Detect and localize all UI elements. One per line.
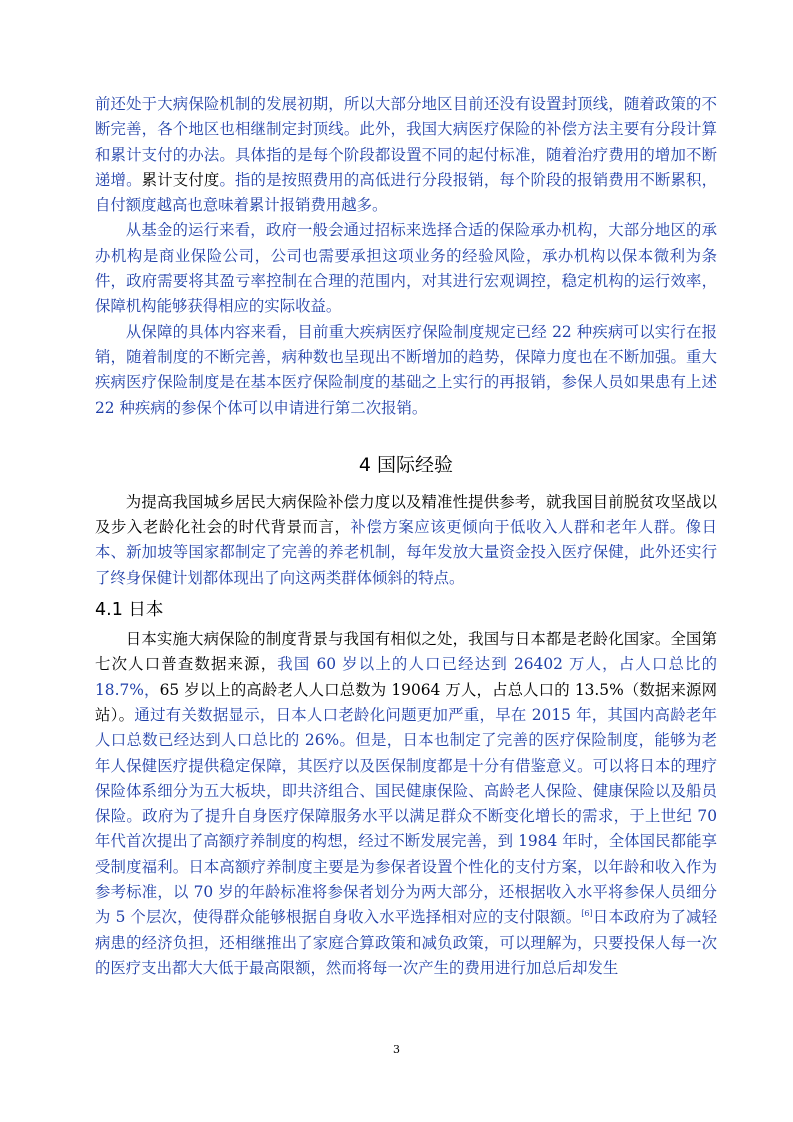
page-number: 3 [393, 1043, 400, 1056]
citation-marker: [6] [581, 909, 593, 919]
paragraph-text: 从基金的运行来看，政府一般会通过招标来选择合适的保险承办机构，大部分地区的承办机构是商业保险公司，公司也需要承担这项业务的经验风险，承办机构以保本微利为条件，政府需要将其盈亏率控制在合理的范围内，对其进行宏观调控，稳定机构的运行效率，保障机构能够获得相应的实际收益。 [95, 221, 717, 316]
paragraph-text: 通过有关数据显示，日本人口老龄化问题更加严重，早在 2015 年，其国内高龄老年人口总数已经达到人口总比的 26%。但是，日本也制定了完善的医疗保险制度，能够为老年人保健医疗提供稳定保障，其医疗以及医保制度都是十分有借鉴意义。可以将日本的理疗保险体系细分为五大板块，即共济组合、国民健康保险、高龄老人保险、健康保险以及船员保险。政府为了提升自身医疗保障服务水平以满足群众不断变化增长的需求，于上世纪 70 年代首次提出了高额疗养制度的构想，经过不断发展完善，到 1984 年时，全体国民都能享受制度福利。日本高额疗养制度主要是为参保者设置个性化的支付方案，以年龄和收入作为参考标准，以 70 岁的年龄标准将参保者划分为两大部分，还根据收入水平将参保人员细分为 5 个层次，使得群众能够根据自身收入水平选择相对应的支付限额。 [95, 705, 717, 927]
paragraph-text: 日本政府为了减轻病患的经济负担，还相继推出了家庭合算政策和减负政策，可以理解为，只要投保人每一次的医疗支出都大大低于最高限额，然而将每一次产生的费用进行加总后却发生 [95, 908, 717, 977]
page-body [95, 92, 717, 981]
section-heading: 4 国际经验 [358, 453, 454, 476]
paragraph-fund-operation [95, 218, 717, 319]
paragraph-text: 从保障的具体内容来看，目前重大疾病医疗保险制度规定已经 22 种疾病可以实行在报销，随着制度的不断完善，病种数也呈现出不断增加的趋势，保障力度也在不断加强。 [95, 322, 717, 366]
subsection-heading: 4.1 日本 [95, 600, 164, 621]
paragraph-text: 重大疾病医疗保险制度是在基本医疗保险制度的基础之上实行的再报销，参保人员如果患有上述 22 种疾病的参保个体可以申请进行第二次报销。 [95, 347, 717, 417]
paragraph-text: 65 岁以上的高龄老人人口总数为 19064 万人，占总人口的 13.5%（数据来源网站）。 [95, 680, 717, 724]
paragraph-text: 我国 60 岁以上的人口已经达到 26402 万人，占人口总比的 18.7%， [95, 655, 717, 699]
paragraph-intro [95, 490, 717, 591]
paragraph-text: 为提高我国城乡居民大病保险补偿力度以及精准性提供参考，就我国目前脱贫攻坚战以及步入老龄化社会的时代背景而言， [95, 492, 717, 537]
paragraph-continued [95, 92, 717, 218]
paragraph-coverage [95, 320, 717, 421]
paragraph-text: 累计支付度 [141, 170, 220, 189]
paragraph-text: 日本实施大病保险的制度背景与我国有相似之处，我国与日本都是老龄化国家。全国第七次人口普查数据来源， [95, 630, 717, 674]
paragraph-text: 前还处于大病保险机制的发展初期，所以大部分地区目前还没有设置封顶线，随着政策的不断完善，各个地区也相继制定封顶线。此外，我国大病医疗保险的补偿方法主要有分段计算和累计支付的办法。 [95, 95, 717, 164]
paragraph-text: 补偿方案应该更倾向于低收入人群和老年人群。像日本、新加坡等国家都制定了完善的养老机制，每年发放大量资金投入医疗保健，此外还实行了终身保健计划都体现出了向这两类群体倾斜的特点。 [95, 518, 717, 587]
paragraph-text: 具体指的是每个阶段都设置不同的起付标准，随着治疗费用的增加不断递增。 [95, 145, 717, 189]
paragraph-japan [95, 627, 717, 981]
paragraph-text: 。指的是按照费用的高低进行分段报销，每个阶段的报销费用不断累积，自付额度越高也意味着累计报销费用越多。 [95, 170, 717, 215]
